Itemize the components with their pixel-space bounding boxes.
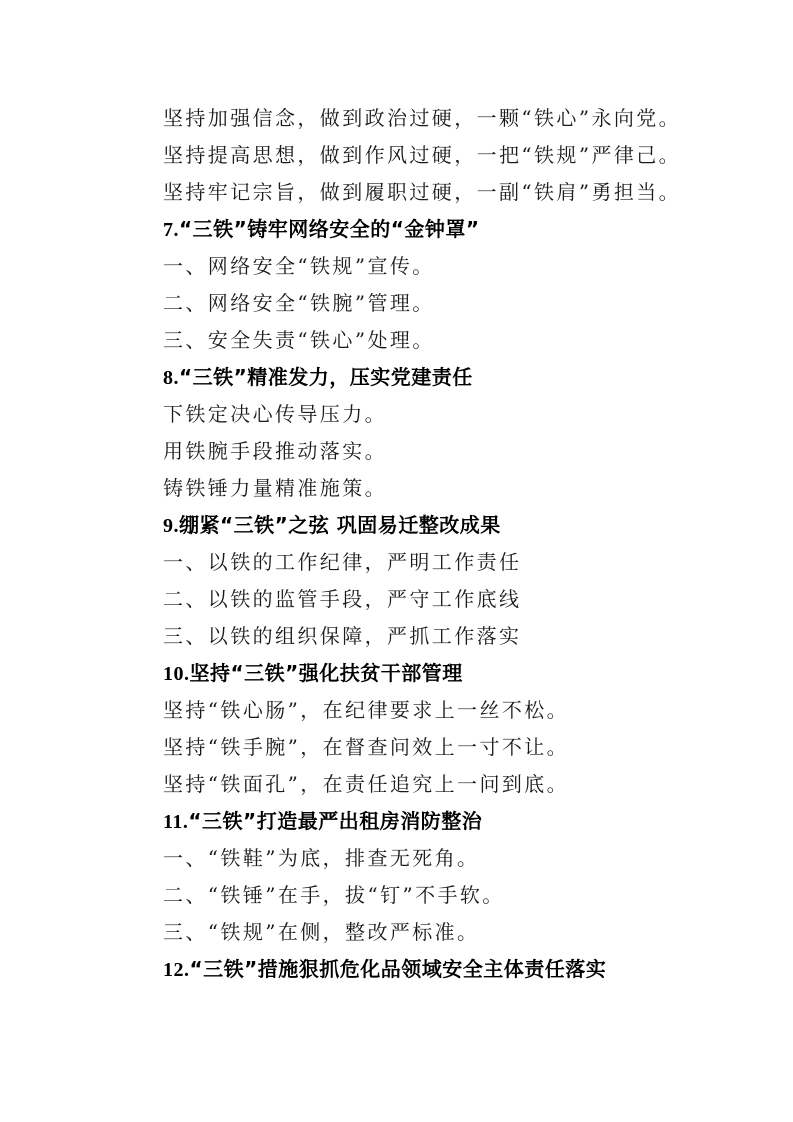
section-heading [163, 803, 723, 840]
section-number: 8. [163, 367, 179, 389]
section-title: “三铁”措施狠抓危化品领域安全主体责任落实 [189, 957, 607, 981]
section-heading [163, 507, 723, 544]
section-title: “三铁”铸牢网络安全的“金钟罩” [179, 217, 480, 241]
section-heading [163, 655, 723, 692]
section-number: 11. [163, 811, 189, 833]
text-line: 铸铁锤力量精准施策。 [163, 476, 387, 500]
text-line: 坚持牢记宗旨，做到履职过硬，一副“铁肩”勇担当。 [163, 180, 682, 204]
document-body [163, 100, 723, 988]
text-line: 坚持提高思想，做到作风过硬，一把“铁规”严律己。 [163, 143, 682, 167]
text-line: 二、“铁锤”在手，拔“钉”不手软。 [163, 883, 505, 907]
text-line: 二、网络安全“铁腕”管理。 [163, 291, 435, 315]
section-number: 7. [163, 219, 179, 241]
section-heading [163, 951, 723, 988]
text-line: 三、以铁的组织保障，严抓工作落实 [163, 624, 522, 648]
text-line: 坚持“铁手腕”，在督查问效上一寸不让。 [163, 735, 570, 759]
text-line: 一、网络安全“铁规”宣传。 [163, 254, 435, 278]
text-line: 坚持加强信念，做到政治过硬，一颗“铁心”永向党。 [163, 106, 682, 130]
section-heading [163, 359, 723, 396]
text-line: 三、安全失责“铁心”处理。 [163, 328, 435, 352]
text-line: 一、“铁鞋”为底，排查无死角。 [163, 846, 480, 870]
text-line: 三、“铁规”在侧，整改严标准。 [163, 920, 480, 944]
text-line: 坚持“铁心肠”，在纪律要求上一丝不松。 [163, 698, 570, 722]
text-line: 用铁腕手段推动落实。 [163, 439, 387, 463]
section-number: 10. [163, 663, 190, 685]
section-number: 12. [163, 959, 190, 981]
section-title: “三铁”打造最严出租房消防整治 [188, 809, 483, 833]
section-title: 坚持“三铁”强化扶贫干部管理 [189, 661, 463, 685]
section-number: 9. [163, 515, 179, 537]
text-line: 二、以铁的监管手段，严守工作底线 [163, 587, 522, 611]
text-line: 坚持“铁面孔”，在责任追究上一问到底。 [163, 772, 570, 796]
text-line: 下铁定决心传导压力。 [163, 402, 387, 426]
section-heading [163, 211, 723, 248]
section-title: “三铁”精准发力，压实党建责任 [179, 365, 473, 389]
section-title: 绷紧“三铁”之弦 巩固易迁整改成果 [179, 513, 501, 537]
text-line: 一、以铁的工作纪律，严明工作责任 [163, 550, 522, 574]
